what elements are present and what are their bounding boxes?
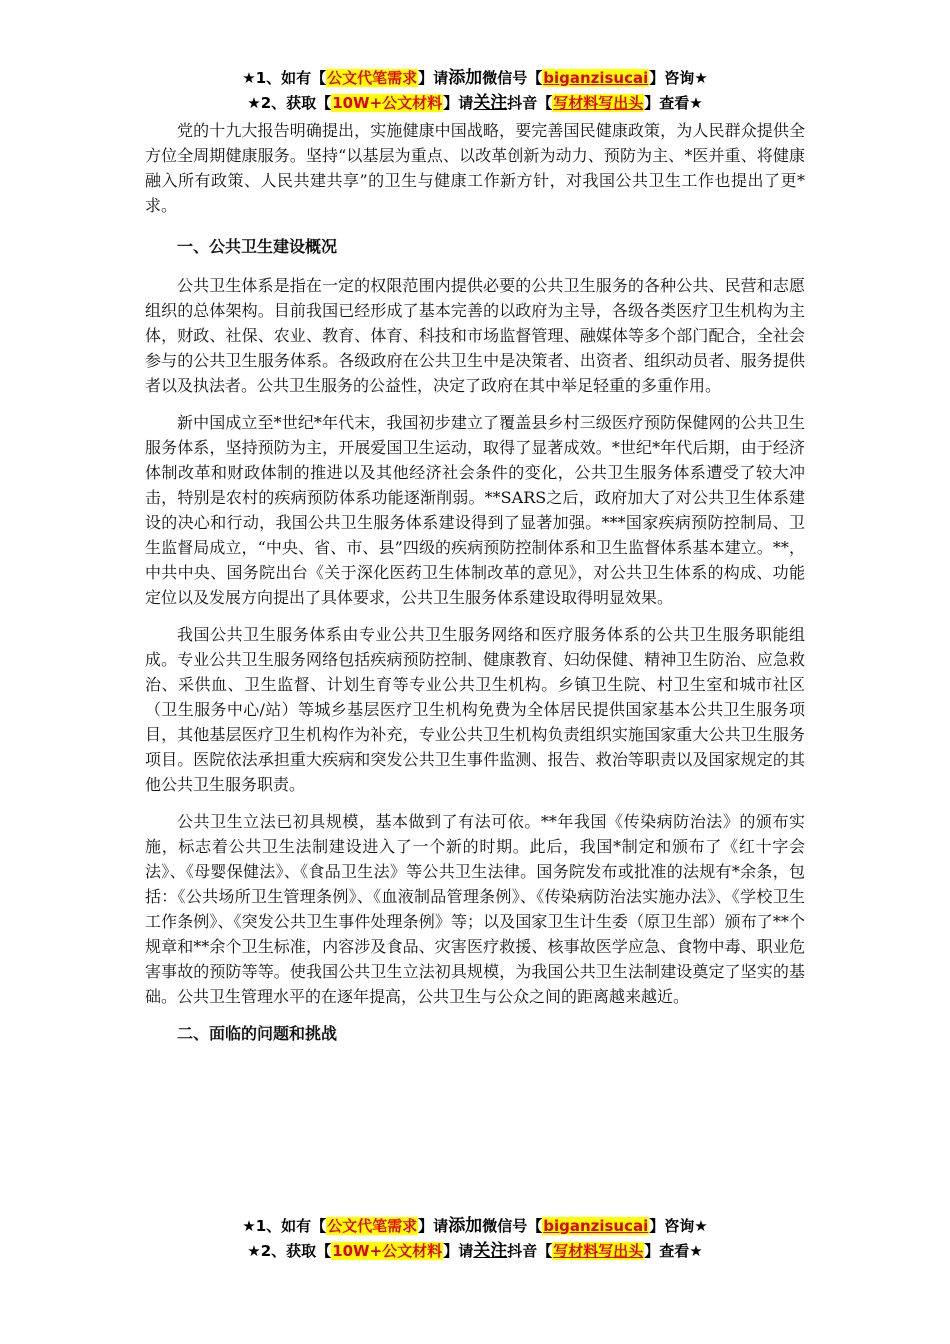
promo-text: 】咨询★ bbox=[649, 69, 708, 87]
promo-text: 】请 bbox=[418, 1217, 449, 1235]
intro-paragraph: 党的十九大报告明确提出，实施健康中国战略，要完善国民健康政策，为人民群众提供全方位全周期健康服务。坚持“以基层为重点、以改革创新为动力、预防为主、*医并重、将健康融入所有政策、人民共建共享”的卫生与健康工作新方针，对我国公共卫生工作也提出了更*求。 bbox=[145, 121, 805, 215]
promo-header bbox=[0, 66, 950, 116]
promo-emphasis: 添加 bbox=[448, 1216, 483, 1236]
body-paragraph: 新中国成立至*世纪*年代末，我国初步建立了覆盖县乡村三级医疗预防保健网的公共卫生服务体系，坚持预防为主，开展爱国卫生运动，取得了显著成效。*世纪*年代后期，由于经济体制改革和财政体制的推进以及其他经济社会条件的变化，公共卫生服务体系遭受了较大冲击，特别是农村的疾病预防体系功能逐渐削弱。**SARS之后，政府加大了对公共卫生体系建设的决心和行动，我国公共卫生服务体系建设得到了显著加强。***国家疾病预防控制局、卫生监督局成立，“中央、省、市、县”四级的疾病预防控制体系和卫生监督体系基本建立。**，中共中央、国务院出台《关于深化医药卫生体制改革的意见》，对公共卫生体系的构成、功能定位以及发展方向提出了具体要求，公共卫生服务体系建设取得明显效果。 bbox=[145, 413, 805, 607]
promo-emphasis: 添加 bbox=[448, 68, 483, 88]
promo-line-1 bbox=[0, 1214, 950, 1239]
promo-highlight-materials: 10W+公文材料 bbox=[332, 1242, 443, 1260]
promo-line-2 bbox=[0, 91, 950, 116]
promo-douyin-id[interactable]: 写材料写出头 bbox=[553, 94, 644, 112]
promo-text: 】查看★ bbox=[644, 1242, 703, 1260]
promo-text: 微信号【 bbox=[482, 1217, 543, 1235]
promo-text: 】咨询★ bbox=[649, 1217, 708, 1235]
promo-text: 】请 bbox=[418, 69, 449, 87]
promo-footer bbox=[0, 1214, 950, 1264]
promo-text: ★2、获取【 bbox=[247, 94, 332, 112]
body-paragraph: 公共卫生立法已初具规模，基本做到了有法可依。**年我国《传染病防治法》的颁布实施，标志着公共卫生法制建设进入了一个新的时期。此后，我国*制定和颁布了《红十字会法》、《母婴保健法》、《食品卫生法》等公共卫生法律。国务院发布或批准的法规有*余条，包括：《公共场所卫生管理条例》、《血液制品管理条例》、《传染病防治法实施办法》、《学校卫生工作条例》、《突发公共卫生事件处理条例》等；以及国家卫生计生委（原卫生部）颁布了**个规章和**余个卫生标准，内容涉及食品、灾害医疗救援、核事故医学应急、食物中毒、职业危害事故的预防等等。使我国公共卫生立法初具规模，为我国公共卫生法制建设奠定了坚实的基础。公共卫生管理水平的在逐年提高，公共卫生与公众之间的距离越来越近。 bbox=[145, 812, 805, 1006]
promo-text: 】查看★ bbox=[644, 94, 703, 112]
section-heading-1: 一、公共卫生建设概况 bbox=[177, 237, 338, 256]
promo-text: 抖音【 bbox=[507, 94, 553, 112]
promo-text: ★1、如有【 bbox=[242, 1217, 327, 1235]
promo-wechat-id[interactable]: biganzisucai bbox=[543, 69, 649, 87]
promo-text: 】请 bbox=[443, 94, 474, 112]
promo-text: ★2、获取【 bbox=[247, 1242, 332, 1260]
promo-text: 微信号【 bbox=[482, 69, 543, 87]
promo-douyin-id[interactable]: 写材料写出头 bbox=[553, 1242, 644, 1260]
promo-text: 抖音【 bbox=[507, 1242, 553, 1260]
body-paragraph: 公共卫生体系是指在一定的权限范围内提供必要的公共卫生服务的各种公共、民营和志愿组织的总体架构。目前我国已经形成了基本完善的以政府为主导，各级各类医疗卫生机构为主体，财政、社保、农业、教育、体育、科技和市场监督管理、融媒体等多个部门配合，全社会参与的公共卫生服务体系。各级政府在公共卫生中是决策者、出资者、组织动员者、服务提供者以及执法者。公共卫生服务的公益性，决定了政府在其中举足轻重的多重作用。 bbox=[145, 276, 805, 395]
promo-line-1 bbox=[0, 66, 950, 91]
promo-emphasis: 关注 bbox=[473, 93, 508, 113]
promo-wechat-id[interactable]: biganzisucai bbox=[543, 1217, 649, 1235]
promo-text: 】请 bbox=[443, 1242, 474, 1260]
promo-text: ★1、如有【 bbox=[242, 69, 327, 87]
promo-highlight-service: 公文代笔需求 bbox=[327, 69, 418, 87]
promo-highlight-service: 公文代笔需求 bbox=[327, 1217, 418, 1235]
promo-line-2 bbox=[0, 1239, 950, 1264]
section-heading-2: 二、面临的问题和挑战 bbox=[177, 1024, 338, 1043]
promo-emphasis: 关注 bbox=[473, 1241, 508, 1261]
document-body bbox=[145, 118, 805, 1060]
body-paragraph: 我国公共卫生服务体系由专业公共卫生服务网络和医疗服务体系的公共卫生服务职能组成。专业公共卫生服务网络包括疾病预防控制、健康教育、妇幼保健、精神卫生防治、应急救治、采供血、卫生监督、计划生育等专业公共卫生机构。乡镇卫生院、村卫生室和城市社区（卫生服务中心/站）等城乡基层医疗卫生机构免费为全体居民提供国家基本公共卫生服务项目，其他基层医疗卫生机构作为补充，专业公共卫生机构负责组织实施国家重大公共卫生服务项目。医院依法承担重大疾病和突发公共卫生事件监测、报告、救治等职责以及国家规定的其他公共卫生服务职责。 bbox=[145, 625, 805, 794]
promo-highlight-materials: 10W+公文材料 bbox=[332, 94, 443, 112]
